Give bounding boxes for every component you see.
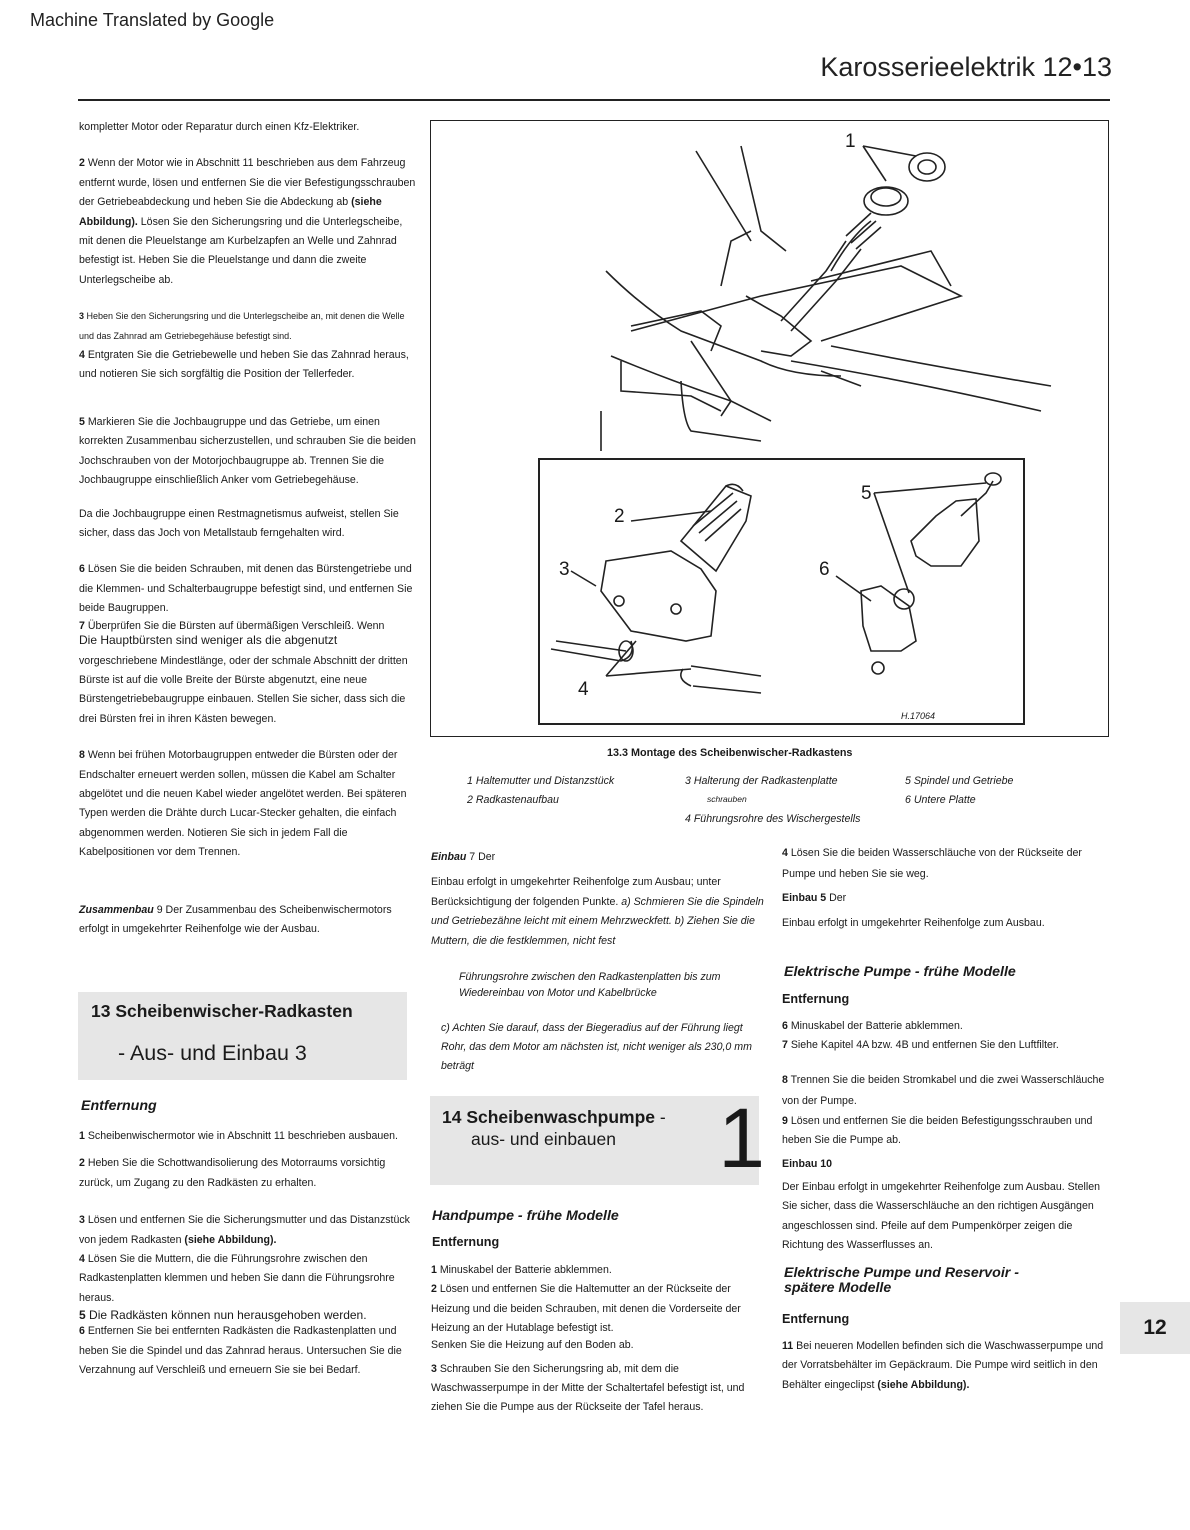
paragraph: 5 Die Radkästen können nun herausgehoben werden. xyxy=(79,1308,367,1323)
heading-entfernung: Entfernung xyxy=(81,1098,157,1114)
chapter-tab: 12 xyxy=(1120,1302,1190,1354)
paragraph: 2 Lösen und entfernen Sie die Haltemutter an der Rückseite der Heizung und die beiden Schrauben, mit denen die Vorderseite der Heizung an der Hutablage befestigt ist. xyxy=(431,1283,741,1335)
paragraph: 6 Entfernen Sie bei entfernten Radkästen die Radkastenplatten und heben Sie die Spindel und das Zahnrad heraus. Untersuchen Sie die Verzahnung auf Verschleiß und erneuern Sie sie bei Bedarf. xyxy=(79,1325,402,1377)
legend-item: 6 Untere Platte xyxy=(905,794,976,806)
legend-item: 5 Spindel und Getriebe xyxy=(905,775,1014,787)
paragraph: 4 Entgraten Sie die Getriebewelle und heben Sie das Zahnrad heraus, und notieren Sie sich sorgfältig die Position der Tellerfeder. xyxy=(79,349,409,381)
paragraph: Einbau 5 Der xyxy=(782,892,847,904)
paragraph: 2 Heben Sie die Schottwandisolierung des Motorraums vorsichtig zurück, um Zugang zu den Radkästen zu erhalten. xyxy=(79,1157,386,1189)
heading-entfernung: Entfernung xyxy=(432,1235,500,1249)
callout-1: 1 xyxy=(845,131,856,152)
legend-item: 1 Haltemutter und Distanzstück xyxy=(467,775,615,787)
paragraph: 3 Heben Sie den Sicherungsring und die Unterlegscheibe an, mit denen die Welle und das Zahnrad am Getriebegehäuse befestigt sind. xyxy=(79,311,405,341)
paragraph: 9 Lösen und entfernen Sie die beiden Befestigungsschrauben und heben Sie die Pumpe ab. xyxy=(782,1114,1093,1147)
heading-entfernung: Entfernung xyxy=(782,1312,850,1326)
paragraph: 4 Lösen Sie die Muttern, die die Führungsrohre zwischen den Radkastenplatten klemmen und heben Sie dann die Führungsrohre heraus. xyxy=(79,1253,395,1304)
paragraph: Einbau 7 Der xyxy=(431,851,496,863)
paragraph: 1 Minuskabel der Batterie abklemmen. xyxy=(431,1264,612,1276)
legend-item: 3 Halterung der Radkastenplatte xyxy=(685,775,838,787)
paragraph: 5 Markieren Sie die Jochbaugruppe und das Getriebe, um einen korrekten Zusammenbau sicherzustellen, und schrauben Sie die beiden Jochschrauben von der Motorjochbaugruppe ab. Trennen Sie die Jochbaugruppe einschließlich Anker vom Getriebegehäuse. xyxy=(79,415,416,487)
column-left-section13 xyxy=(79,1127,419,1380)
figure-code: H.17064 xyxy=(901,711,936,721)
wiper-wheelbox-drawing xyxy=(431,121,1108,736)
column-middle-section14 xyxy=(431,1261,766,1418)
page-header-title: Karosserieelektrik 12•13 xyxy=(820,52,1112,82)
paragraph: Da die Jochbaugruppe einen Restmagnetismus aufweist, stellen Sie sicher, dass das Joch von Metallstaub ferngehalten wird. xyxy=(79,507,399,539)
heading-elektrische-pumpe-reservoir: Elektrische Pumpe und Reservoir - spätere Modelle xyxy=(784,1265,1019,1296)
paragraph: c) Achten Sie darauf, dass der Biegeradius auf der Führung liegt Rohr, das dem Motor am nächsten ist, nicht weniger als 230,0 mm beträgt xyxy=(441,1022,752,1073)
paragraph: vorgeschriebene Mindestlänge, oder der schmale Abschnitt der dritten Bürste ist auf die volle Breite der Bürste abgenutzt, eine neue Bürstengetriebebaugruppe einbauen. Stellen Sie sicher, dass sich die drei Bürsten frei in ihren Kästen bewegen. xyxy=(79,654,408,725)
paragraph: Führungsrohre zwischen den Radkastenplatten bis zum Wiedereinbau von Motor und Kabelbrücke xyxy=(459,971,721,1000)
figure-caption: 13.3 Montage des Scheibenwischer-Radkastens xyxy=(607,747,853,759)
heading-handpumpe: Handpumpe - frühe Modelle xyxy=(432,1208,619,1224)
figure-13-3 xyxy=(430,120,1109,737)
section-13-title: 13 Scheibenwischer-Radkasten xyxy=(91,1001,353,1021)
paragraph: Einbau erfolgt in umgekehrter Reihenfolge zum Ausbau. xyxy=(782,917,1045,930)
paragraph: 3 Schrauben Sie den Sicherungsring ab, mit dem die Waschwasserpumpe in der Mitte der Schaltertafel befestigt ist, und ziehen Sie die Pumpe aus der Rückseite der Tafel heraus. xyxy=(431,1362,745,1414)
paragraph: 11 Bei neueren Modellen befinden sich die Waschwasserpumpe und der Vorratsbehälter im Gepäckraum. Die Pumpe wird seitlich in den Behälter eingeclipst (siehe Abbildung). xyxy=(782,1340,1104,1391)
paragraph: 8 Trennen Sie die beiden Stromkabel und die zwei Wasserschläuche von der Pumpe. xyxy=(782,1073,1105,1107)
callout-4: 4 xyxy=(578,679,589,700)
legend-item: 4 Führungsrohre des Wischergestells xyxy=(685,813,861,825)
column-middle xyxy=(431,848,766,1076)
paragraph: 4 Lösen Sie die beiden Wasserschläuche von der Rückseite der Pumpe und heben Sie sie weg. xyxy=(782,847,1082,880)
machine-translated-note: Machine Translated by Google xyxy=(30,10,275,30)
legend-item: 2 Radkastenaufbau xyxy=(467,794,559,806)
heading-entfernung: Entfernung xyxy=(782,992,850,1006)
section-14-subtitle: aus- und einbauen xyxy=(471,1129,616,1149)
column-right xyxy=(782,843,1112,934)
callout-2: 2 xyxy=(614,506,625,527)
section-13-subtitle: - Aus- und Einbau 3 xyxy=(118,1041,307,1065)
column-right-b xyxy=(782,1017,1112,1256)
paragraph: Einbau erfolgt in umgekehrter Reihenfolge zum Ausbau; unter Berücksichtigung der folgenden Punkte. a) Schmieren Sie die Spindeln und Getriebezähne leicht mit einem Mehrzweckfett. b) Ziehen Sie die Muttern, die die festklemmen, nicht fest xyxy=(431,876,764,947)
callout-6: 6 xyxy=(819,559,830,580)
paragraph: 6 Minuskabel der Batterie abklemmen. xyxy=(782,1020,963,1032)
header-rule xyxy=(78,99,1110,101)
heading-elektrische-pumpe: Elektrische Pumpe - frühe Modelle xyxy=(784,964,1016,980)
paragraph: 2 Wenn der Motor wie in Abschnitt 11 beschrieben aus dem Fahrzeug entfernt wurde, lösen und entfernen Sie die vier Befestigungsschrauben der Getriebeabdeckung und heben Sie die Abdeckung ab (siehe Abbildung). Lösen Sie den Sicherungsring und die Unterlegscheibe, mit denen die Pleuelstange am Kurbelzapfen an Welle und Zahnrad befestigt ist. Heben Sie die Pleuelstange und dann die zweite Unterlegscheibe ab. xyxy=(79,157,416,286)
paragraph: kompletter Motor oder Reparatur durch einen Kfz-Elektriker. xyxy=(79,121,360,133)
legend-item: schrauben xyxy=(707,794,747,804)
paragraph: 6 Lösen Sie die beiden Schrauben, mit denen das Bürstengetriebe und die Klemmen- und Schalterbaugruppe befestigt sind, und entfernen Sie beide Baugruppen. xyxy=(79,563,413,615)
column-right-c xyxy=(782,1337,1112,1395)
paragraph: 1 Scheibenwischermotor wie in Abschnitt 11 beschrieben ausbauen. xyxy=(79,1130,399,1142)
paragraph: Der Einbau erfolgt in umgekehrter Reihenfolge zum Ausbau. Stellen Sie sicher, dass die Wasserschläuche an den richtigen Ausgängen angeschlossen sind. Pfeile auf dem Pumpenkörper zeigen die Richtung des Wasserflusses an. xyxy=(782,1181,1100,1252)
section-14-title: 14 Scheibenwaschpumpe - xyxy=(442,1107,666,1127)
paragraph: Zusammenbau 9 Der Zusammenbau des Scheibenwischermotors erfolgt in umgekehrter Reihenfolge wie der Ausbau. xyxy=(79,903,392,935)
section-13-heading xyxy=(78,992,407,1080)
section-14-heading xyxy=(430,1091,765,1185)
callout-3: 3 xyxy=(559,559,570,580)
section-14-large-digit: 1 xyxy=(718,1091,765,1185)
callout-5: 5 xyxy=(861,483,872,504)
paragraph: 7 Überprüfen Sie die Bürsten auf übermäßigen Verschleiß. Wenn Die Hauptbürsten sind weniger als die abgenutzt xyxy=(79,619,385,647)
paragraph: Senken Sie die Heizung auf den Boden ab. xyxy=(431,1338,634,1351)
paragraph: 8 Wenn bei frühen Motorbaugruppen entweder die Bürsten oder der Endschalter erneuert werden sollen, müssen die Kabel am Schalter abgelötet und die neuen Kabel wieder angelötet werden. Bei späteren Typen werden die Drähte durch Lucar-Stecker gehalten, die einfach abgenommen werden. Notieren Sie sich in jedem Fall die Kabelpositionen vor dem Trennen. xyxy=(79,749,407,859)
paragraph: Einbau 10 xyxy=(782,1157,833,1170)
paragraph: 7 Siehe Kapitel 4A bzw. 4B und entfernen Sie den Luftfilter. xyxy=(782,1039,1059,1052)
paragraph: 3 Lösen und entfernen Sie die Sicherungsmutter und das Distanzstück von jedem Radkasten (siehe Abbildung). xyxy=(79,1214,410,1246)
column-left xyxy=(79,118,419,956)
